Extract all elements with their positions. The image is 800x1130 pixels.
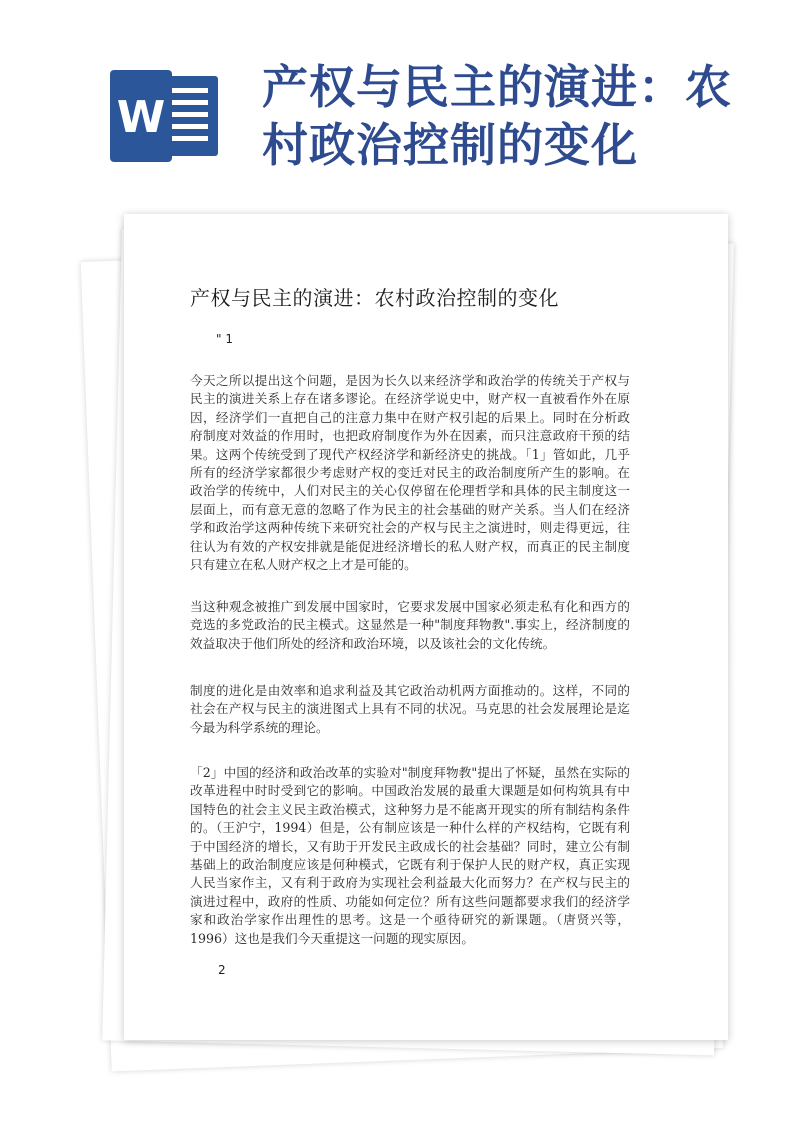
page-number: 2	[218, 963, 226, 977]
word-document-icon	[108, 70, 226, 162]
word-logo-letter: W	[116, 92, 166, 143]
document-title: 产权与民主的演进：农村政治控制的变化	[190, 286, 559, 310]
paragraph-1: 今天之所以提出这个问题，是因为长久以来经济学和政治学的传统关于产权与民主的演进关系上存在诸多谬论。在经济学说史中，财产权一直被看作外在原因，经济学们一直把自己的注意力集中在财产权引起的后果上。同时在分析政府制度对效益的作用时，也把政府制度作为外在因素，而只注意政府干预的结果。这两个传统受到了现代产权经济学和新经济史的挑战。「1」管如此，几乎所有的经济学家都很少考虑财产权的变迁对民主的政治制度所产生的影响。在政治学的传统中，人们对民主的关心仅停留在伦理哲学和具体的民主制度这一层面上，而有意无意的忽略了作为民主的社会基础的财产关系。当人们在经济学和政治学这两种传统下来研究社会的产权与民主之演进时，则走得更远，往往认为有效的产权安排就是能促进经济增长的私人财产权，而真正的民主制度只有建立在私人财产权之上才是可能的。	[190, 373, 630, 573]
paragraph-3: 制度的进化是由效率和追求利益及其它政治动机两方面推动的。这样，不同的社会在产权与民主的演进图式上具有不同的状况。马克思的社会发展理论是迄今最为科学系统的理论。	[190, 683, 630, 735]
paragraph-4: 「2」中国的经济和政治改革的实验对"制度拜物教"提出了怀疑，虽然在实际的改革进程中时时受到它的影响。中国政治发展的最重大课题是如何构筑具有中国特色的社会主义民主政治模式，这种努力是不能离开现实的所有制结构条件的。（王沪宁，1994）但是，公有制应该是一种什么样的产权结构，它既有利于中国经济的增长，又有助于开发民主政成长的社会基础？同时，建立公有制基础上的政治制度应该是何种模式，它既有利于保护人民的财产权，真正实现人民当家作主，又有利于政府为实现社会利益最大化而努力？在产权与民主的演进过程中，政府的性质、功能如何定位？所有这些问题都要求我们的经济学家和政治学家作出理性的思考。这是一个亟待研究的新课题。（唐贤兴等，1996）这也是我们今天重提这一问题的现实原因。	[190, 765, 630, 946]
banner-title: 产权与民主的演进：农村政治控制的变化	[262, 60, 732, 172]
document-page	[124, 214, 728, 1040]
paragraph-2: 当这种观念被推广到发展中国家时，它要求发展中国家必须走私有化和西方的竞选的多党政治的民主模式。这显然是一种"制度拜物教".事实上，经济制度的效益取决于他们所处的经济和政治环境，以及该社会的文化传统。	[190, 599, 630, 651]
section-marker: " 1	[216, 332, 233, 346]
